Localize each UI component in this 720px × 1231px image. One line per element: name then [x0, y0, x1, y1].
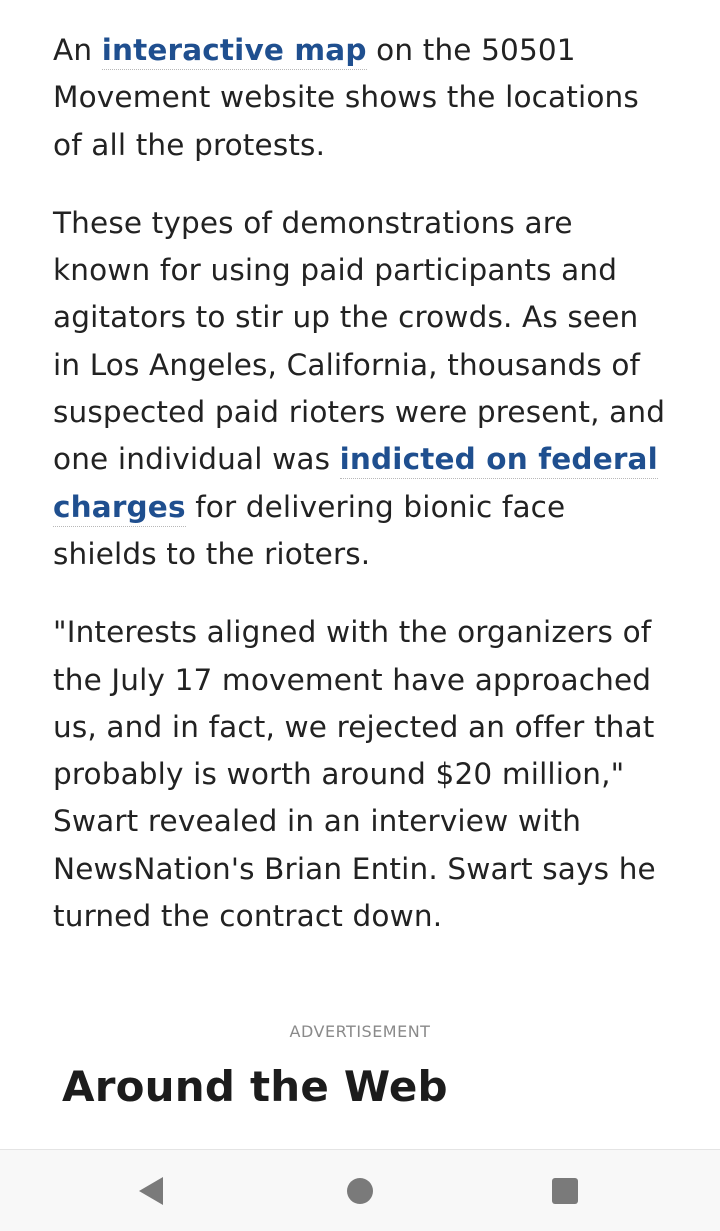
- recent-apps-icon: [552, 1178, 578, 1204]
- interactive-map-link[interactable]: interactive map: [102, 33, 367, 70]
- recent-apps-button[interactable]: [520, 1150, 610, 1231]
- back-button[interactable]: [108, 1150, 198, 1231]
- federal-charges-link[interactable]: indicted on federal charges: [53, 442, 658, 526]
- paragraph-1-text-after: on the 50501 Movement website shows the locations of all the protests.: [53, 33, 639, 162]
- article-body: [53, 27, 673, 971]
- paragraph-1-text-before: An: [53, 33, 102, 67]
- paragraph-2-text-before: These types of demonstrations are known for using paid participants and agitators to stir up the crowds. As seen in Los Angeles, California, thousands of suspected paid rioters were present, and one individual was: [53, 205, 666, 477]
- paragraph-1: [53, 27, 673, 169]
- around-the-web-heading: Around the Web: [62, 1062, 448, 1111]
- home-icon: [347, 1178, 373, 1204]
- system-navigation-bar: [0, 1149, 720, 1231]
- advertisement-label: ADVERTISEMENT: [289, 1022, 431, 1041]
- home-button[interactable]: [315, 1150, 405, 1231]
- paragraph-2-text-after: for delivering bionic face shields to the rioters.: [53, 489, 566, 571]
- paragraph-3: "Interests aligned with the organizers of the July 17 movement have approached us, and in fact, we rejected an offer that probably is worth around $20 million," Swart revealed in an interview with NewsNation's Brian Entin. Swart says he turned the contract down.: [53, 615, 656, 934]
- paragraph-2: [53, 200, 673, 578]
- back-icon: [139, 1177, 163, 1205]
